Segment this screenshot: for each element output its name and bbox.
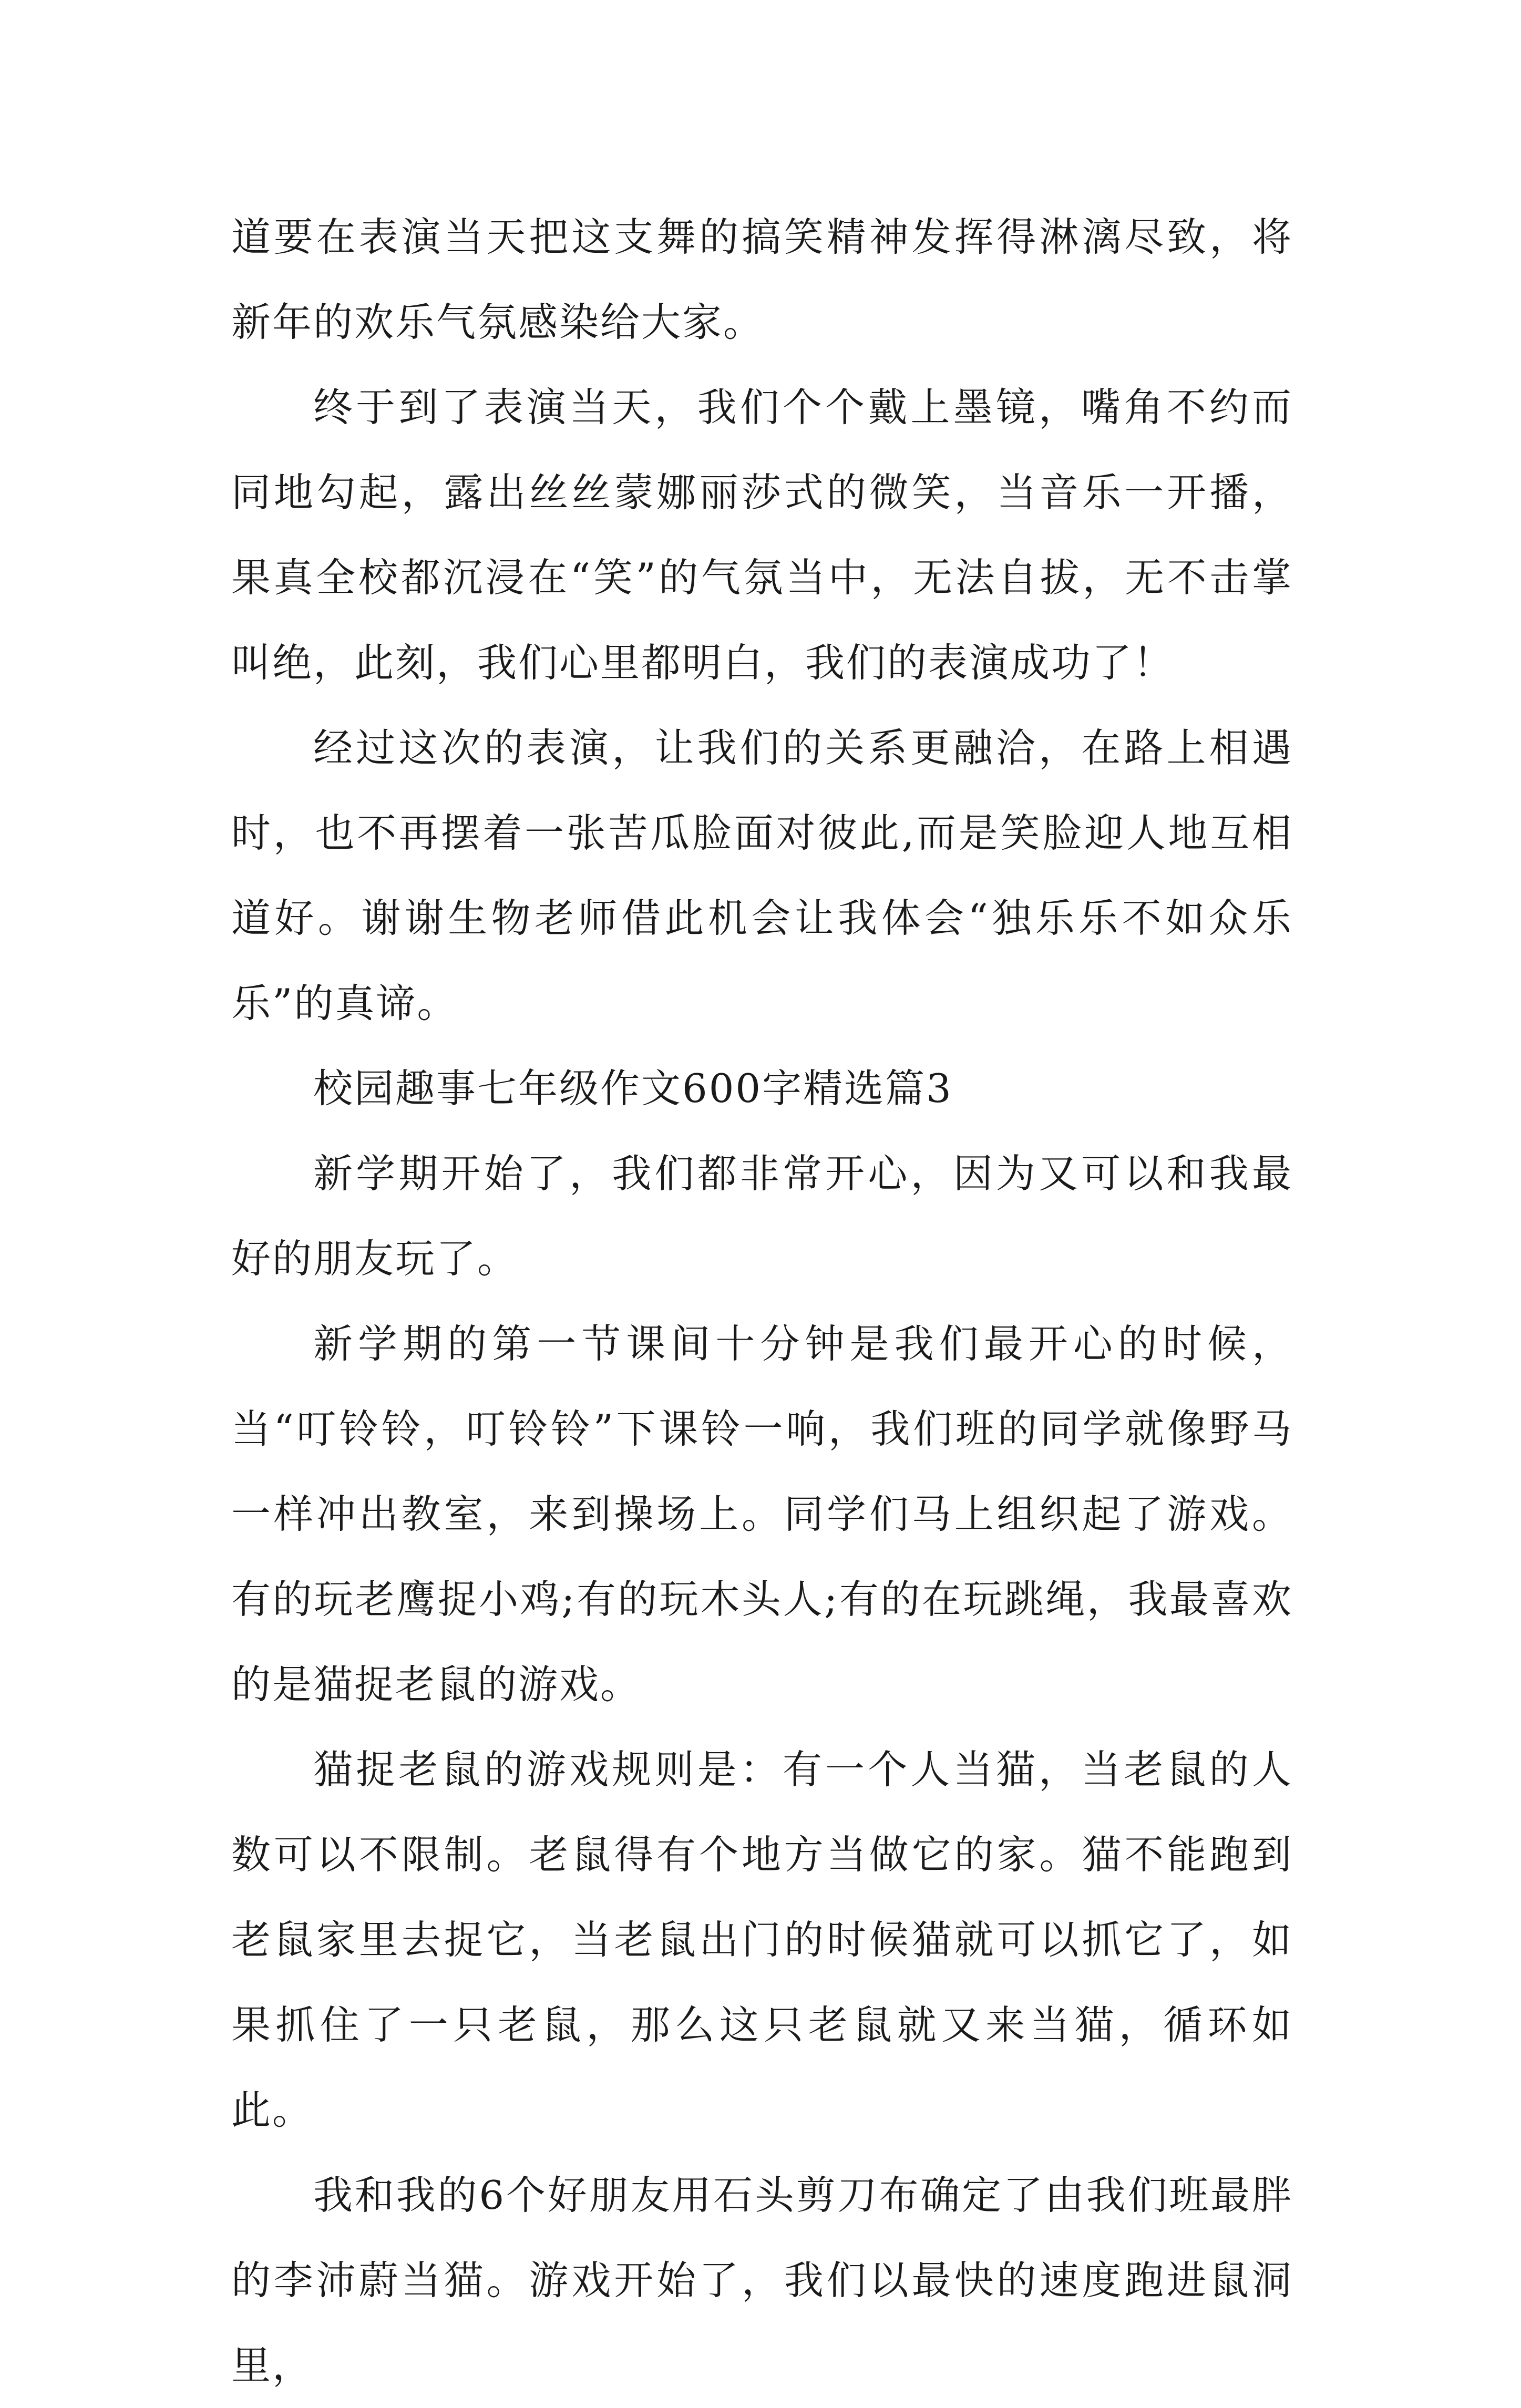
paragraph-game-start: 我和我的6个好朋友用石头剪刀布确定了由我们班最胖的李沛蔚当猫。游戏开始了，我们以最快的速度跑进鼠洞里， — [231, 2172, 1293, 2389]
paragraph-after-performance: 经过这次的表演，让我们的关系更融洽，在路上相遇时，也不再摆着一张苦瓜脸面对彼此,而是笑脸迎人地互相道好。谢谢生物老师借此机会让我体会“独乐乐不如众乐乐”的真谛。 — [231, 725, 1293, 1026]
paragraph-continued: 道要在表演当天把这支舞的搞笑精神发挥得淋漓尽致，将新年的欢乐气氛感染给大家。 — [231, 214, 1293, 345]
document-body — [231, 194, 1293, 2408]
paragraph-recess: 新学期的第一节课间十分钟是我们最开心的时候，当“叮铃铃，叮铃铃”下课铃一响，我们班的同学就像野马一样冲出教室，来到操场上。同学们马上组织起了游戏。有的玩老鹰捉小鸡;有的玩木头人;有的在玩跳绳，我最喜欢的是猫捉老鼠的游戏。 — [231, 1321, 1293, 1707]
paragraph-new-semester: 新学期开始了，我们都非常开心，因为又可以和我最好的朋友玩了。 — [231, 1150, 1293, 1282]
paragraph-performance-day: 终于到了表演当天，我们个个戴上墨镜，嘴角不约而同地勾起，露出丝丝蒙娜丽莎式的微笑，当音乐一开播，果真全校都沉浸在“笑”的气氛当中，无法自拔，无不击掌叫绝，此刻，我们心里都明白，我们的表演成功了！ — [231, 384, 1293, 686]
paragraph-game-rules: 猫捉老鼠的游戏规则是：有一个人当猫，当老鼠的人数可以不限制。老鼠得有个地方当做它的家。猫不能跑到老鼠家里去捉它，当老鼠出门的时候猫就可以抓它了，如果抓住了一只老鼠，那么这只老鼠就又来当猫，循环如此。 — [231, 1746, 1293, 2133]
section-title: 校园趣事七年级作文600字精选篇3 — [313, 1065, 953, 1112]
